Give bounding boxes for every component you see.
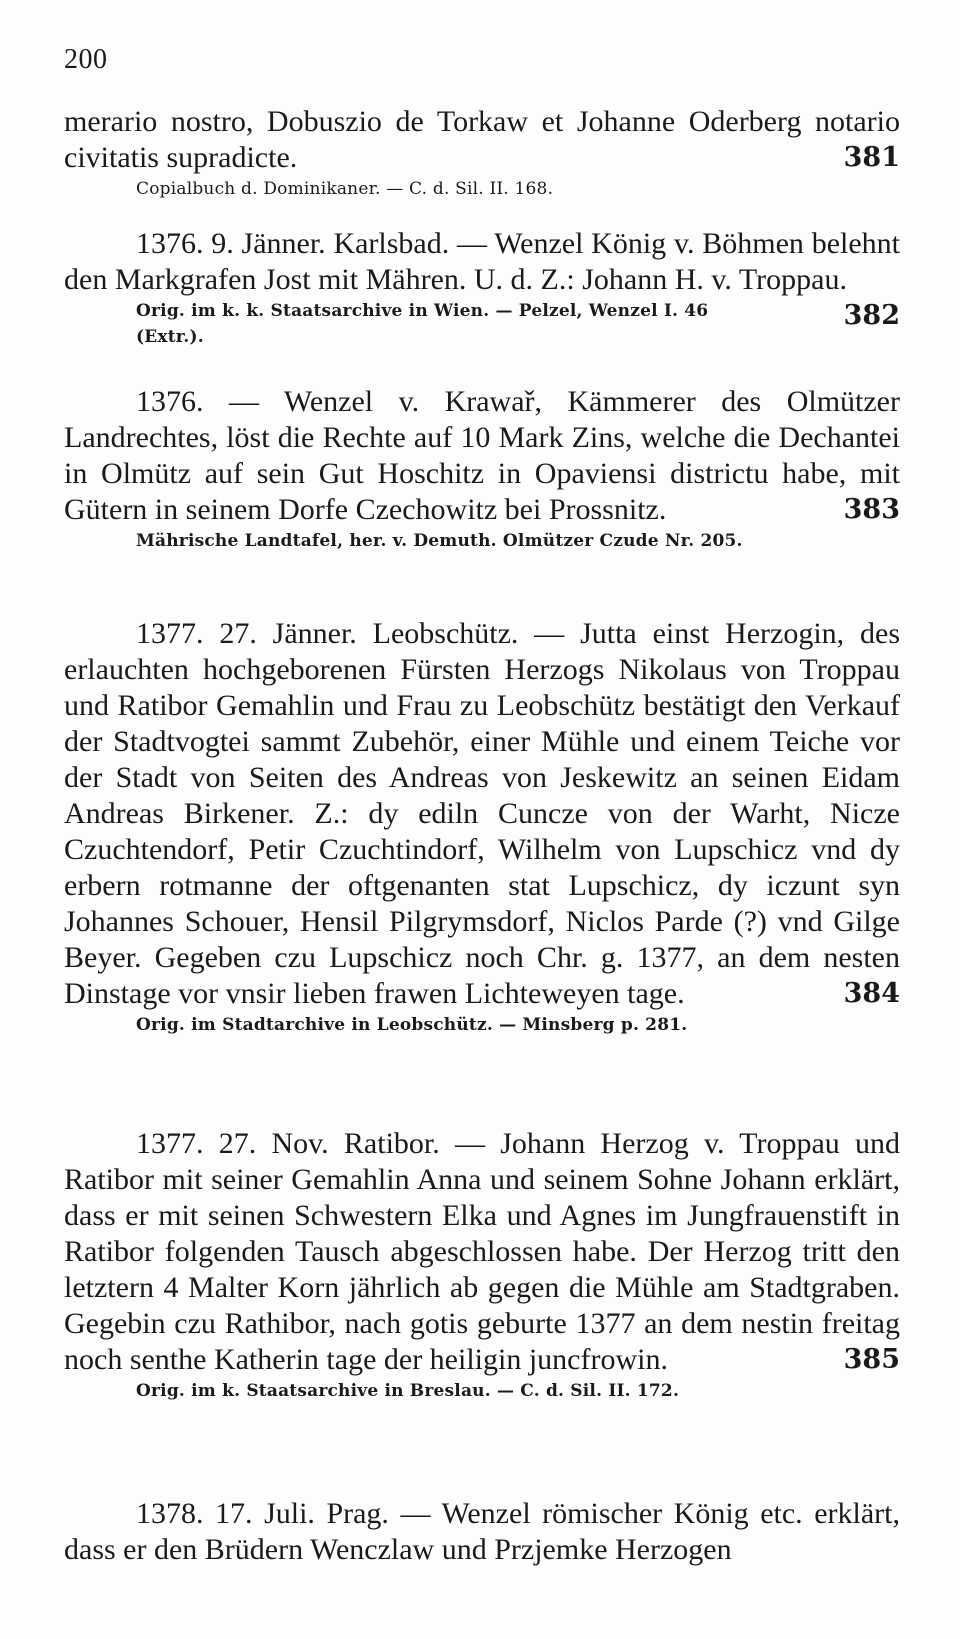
entry-382: [64, 226, 900, 350]
page-number: 200: [64, 44, 108, 75]
entry-text-body: 1376. — Wenzel v. Krawař, Kämmerer des Olmützer Landrechtes, löst die Rechte auf 10 Mark Zins, welche die Dechantei in Olmütz auf sein Gut Hoschitz in Opaviensi districtu habe, mit Gütern in seinem Dorfe Czechowitz bei Prossnitz.: [64, 385, 900, 526]
entry-text-body: 1378. 17. Juli. Prag. — Wenzel römischer König etc. erklärt, dass er den Brüdern Wenczlaw und Przjemke Herzogen: [64, 1497, 900, 1566]
entry-source: Orig. im k. Staatsarchive in Breslau. — C. d. Sil. II. 172.: [136, 1381, 680, 1401]
entry-383: [64, 384, 900, 554]
entry-source: Copialbuch d. Dominikaner. — C. d. Sil. II. 168.: [136, 179, 554, 199]
entry-number: 383: [843, 494, 900, 525]
entry-source: Mährische Landtafel, her. v. Demuth. Olmützer Czude Nr. 205.: [136, 531, 743, 551]
entry-text-body: 1377. 27. Jänner. Leobschütz. — Jutta einst Herzogin, des erlauchten hochgeborenen Fürsten Herzogs Nikolaus von Troppau und Ratibor Gemahlin und Frau zu Leobschütz bestätigt den Verkauf der Stadtvogtei sammt Zubehör, einer Mühle und einem Teiche vor der Stadt von Seiten des Andreas von Jeskewitz an seinen Eidam Andreas Birkener. Z.: dy ediln Cuncze von der Warht, Nicze Czuchtendorf, Petir Czuchtindorf, Wilhelm von Lupschicz vnd dy erbern rotmanne der oftgenanten stat Lupschicz, dy iczunt syn Johannes Schouer, Hensil Pilgrymsdorf, Niclos Parde (?) vnd Gilge Beyer. Gegeben czu Lupschicz noch Chr. g. 1377, an dem nesten Dinstage vor vnsir lieben frawen Lichteweyen tage.: [64, 617, 900, 1010]
entry-number: 382: [843, 300, 900, 331]
entry-text-body: merario nostro, Dobuszio de Torkaw et Johanne Oderberg notario civitatis supradicte.: [64, 105, 900, 174]
entry-text: [64, 384, 900, 528]
entry-381: [64, 104, 900, 202]
entry-385: [64, 1126, 900, 1404]
entry-text: [64, 1496, 900, 1568]
entry-number: 381: [843, 142, 900, 173]
entry-text: [64, 1126, 900, 1378]
entry-number: 384: [843, 978, 900, 1009]
entry-source: Orig. im k. k. Staatsarchive in Wien. — Pelzel, Wenzel I. 46 (Extr.).: [136, 301, 709, 347]
entry-text-body: 1376. 9. Jänner. Karlsbad. — Wenzel König v. Böhmen belehnt den Markgrafen Jost mit Mähren. U. d. Z.: Johann H. v. Troppau.: [64, 227, 900, 296]
entry-384: [64, 616, 900, 1038]
entry-number: 385: [843, 1344, 900, 1375]
entry-source: Orig. im Stadtarchive in Leobschütz. — Minsberg p. 281.: [136, 1015, 688, 1035]
entry-text: [64, 104, 900, 176]
entry-386: [64, 1496, 900, 1568]
entry-text-body: 1377. 27. Nov. Ratibor. — Johann Herzog v. Troppau und Ratibor mit seiner Gemahlin Anna und seinem Sohne Johann erklärt, dass er mit seinen Schwestern Elka und Agnes im Jungfrauenstift in Ratibor folgenden Tausch abgeschlossen habe. Der Herzog tritt den letztern 4 Malter Korn jährlich ab gegen die Mühle am Stadtgraben. Gegebin czu Rathibor, nach gotis geburte 1377 an dem nestin freitag noch senthe Katherin tage der heiligin juncfrowin.: [64, 1127, 900, 1376]
entry-text: [64, 616, 900, 1012]
